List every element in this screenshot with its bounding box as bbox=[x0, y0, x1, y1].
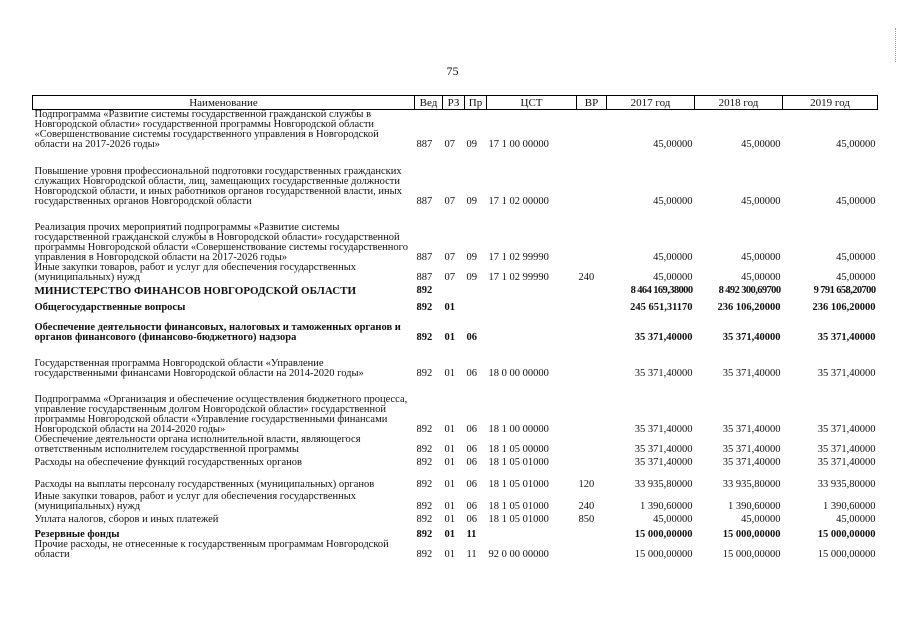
row-cst: 18 1 05 00000 bbox=[488, 444, 549, 455]
scan-edge-mark bbox=[895, 28, 899, 62]
row-2017: 15 000,00000 bbox=[634, 549, 693, 560]
row-2018: 8 492 300,69700 bbox=[718, 285, 781, 296]
row-rz: 01 bbox=[444, 549, 455, 560]
row-pr: 09 bbox=[466, 252, 477, 263]
row-2018: 15 000,00000 bbox=[722, 549, 781, 560]
row-cst: 18 1 05 01000 bbox=[488, 457, 549, 468]
row-rz: 01 bbox=[444, 444, 455, 455]
col-header-cst: ЦСТ bbox=[487, 96, 577, 110]
row-cst bbox=[487, 283, 577, 296]
row-name: Государственная программа Новгородской области «Управление государственными финансами Новгородской области на 2014-2020 годы» bbox=[34, 358, 364, 379]
row-2018: 45,00000 bbox=[741, 272, 781, 283]
row-ved: 892 bbox=[416, 444, 433, 455]
table-row bbox=[33, 512, 878, 525]
row-ved: 892 bbox=[416, 285, 433, 296]
row-name: Расходы на выплаты персоналу государственных (муниципальных) органов bbox=[34, 479, 375, 490]
col-header-vr: ВР bbox=[577, 96, 607, 110]
row-cst: 17 1 00 00000 bbox=[488, 139, 549, 150]
row-ved: 892 bbox=[416, 529, 433, 540]
row-rz: 01 bbox=[444, 424, 455, 435]
row-ved: 892 bbox=[416, 332, 433, 343]
col-header-2019: 2019 год bbox=[783, 96, 878, 110]
row-name: Подпрограмма «Развитие системы государственной гражданской службы в Новгородской области» государственной программы Новгородской области «Совершенствование системы государственного управления в Новгородской области на 2017-2026 годы» bbox=[34, 109, 379, 150]
row-2017: 45,00000 bbox=[653, 196, 693, 207]
table-row bbox=[33, 207, 878, 263]
row-2019: 45,00000 bbox=[836, 514, 876, 525]
row-2017: 245 651,31170 bbox=[630, 302, 693, 313]
row-2018: 1 390,60000 bbox=[728, 501, 781, 512]
table-row bbox=[33, 283, 878, 296]
row-2019: 1 390,60000 bbox=[823, 501, 876, 512]
row-2019: 35 371,40000 bbox=[817, 444, 876, 455]
row-vr bbox=[577, 379, 607, 435]
row-pr: 06 bbox=[466, 368, 477, 379]
row-vr bbox=[577, 283, 607, 296]
row-2018: 35 371,40000 bbox=[722, 444, 781, 455]
row-2018: 236 106,20000 bbox=[717, 302, 781, 313]
row-ved: 892 bbox=[416, 479, 433, 490]
row-rz: 01 bbox=[444, 501, 455, 512]
row-2018: 35 371,40000 bbox=[722, 368, 781, 379]
row-2019: 9 791 658,20700 bbox=[813, 285, 876, 296]
row-2017: 35 371,40000 bbox=[634, 457, 693, 468]
table-row bbox=[33, 540, 878, 560]
row-2018: 15 000,00000 bbox=[722, 529, 781, 540]
row-name: Резервные фонды bbox=[34, 529, 120, 540]
row-2017: 1 390,60000 bbox=[640, 501, 693, 512]
row-2019: 236 106,20000 bbox=[812, 302, 876, 313]
row-rz: 01 bbox=[444, 302, 455, 313]
row-2019: 15 000,00000 bbox=[817, 549, 876, 560]
row-pr: 09 bbox=[466, 196, 477, 207]
row-name: Иные закупки товаров, работ и услуг для обеспечения государственных (муниципальных) нужд bbox=[34, 491, 357, 512]
row-2017: 8 464 169,38000 bbox=[630, 285, 693, 296]
row-rz: 07 bbox=[444, 252, 455, 263]
row-vr bbox=[577, 150, 607, 207]
row-ved: 887 bbox=[416, 252, 433, 263]
row-2018: 33 935,80000 bbox=[722, 479, 781, 490]
row-vr bbox=[577, 313, 607, 343]
row-cst bbox=[487, 525, 577, 540]
row-2017: 45,00000 bbox=[653, 252, 693, 263]
row-rz bbox=[443, 283, 465, 296]
table-row bbox=[33, 525, 878, 540]
col-header-2018: 2018 год bbox=[695, 96, 783, 110]
row-ved: 887 bbox=[416, 139, 433, 150]
row-cst bbox=[487, 296, 577, 313]
row-pr: 11 bbox=[466, 529, 477, 540]
row-name: Обеспечение деятельности органа исполнительной власти, являющегося ответственным исполнителем государственной программы bbox=[34, 434, 361, 455]
row-cst: 18 1 00 00000 bbox=[488, 424, 549, 435]
row-cst: 92 0 00 00000 bbox=[488, 549, 549, 560]
table-row bbox=[33, 110, 878, 151]
table-row bbox=[33, 263, 878, 283]
row-name: Прочие расходы, не отнесенные к государственным программам Новгородской области bbox=[34, 539, 389, 560]
row-2018: 45,00000 bbox=[741, 514, 781, 525]
col-header-ved: Вед bbox=[415, 96, 443, 110]
row-vr bbox=[577, 343, 607, 379]
row-vr bbox=[577, 540, 607, 560]
row-cst: 17 1 02 00000 bbox=[488, 196, 549, 207]
row-vr: 240 bbox=[578, 501, 595, 512]
table-header-row bbox=[33, 96, 878, 110]
row-cst: 17 1 02 99990 bbox=[488, 272, 549, 283]
table-row bbox=[33, 313, 878, 343]
row-name: Общегосударственные вопросы bbox=[34, 302, 186, 313]
row-pr bbox=[465, 283, 487, 296]
row-vr: 240 bbox=[578, 272, 595, 283]
col-header-rz: РЗ bbox=[443, 96, 465, 110]
row-pr: 11 bbox=[466, 549, 477, 560]
row-rz: 07 bbox=[444, 196, 455, 207]
row-rz: 01 bbox=[444, 514, 455, 525]
row-vr bbox=[577, 110, 607, 151]
table-row bbox=[33, 343, 878, 379]
row-name: Расходы на обеспечение функций государственных органов bbox=[34, 457, 302, 468]
col-header-2017: 2017 год bbox=[607, 96, 695, 110]
row-2019: 35 371,40000 bbox=[817, 332, 876, 343]
row-name: Иные закупки товаров, работ и услуг для обеспечения государственных (муниципальных) нужд bbox=[34, 262, 357, 283]
row-name: Уплата налогов, сборов и иных платежей bbox=[34, 514, 219, 525]
row-2019: 45,00000 bbox=[836, 196, 876, 207]
row-2017: 35 371,40000 bbox=[634, 424, 693, 435]
row-2019: 35 371,40000 bbox=[817, 368, 876, 379]
row-2017: 45,00000 bbox=[653, 514, 693, 525]
row-cst: 18 1 05 01000 bbox=[488, 501, 549, 512]
row-cst: 18 1 05 01000 bbox=[488, 514, 549, 525]
row-pr: 09 bbox=[466, 272, 477, 283]
row-2018: 35 371,40000 bbox=[722, 332, 781, 343]
row-ved: 892 bbox=[416, 514, 433, 525]
row-pr: 06 bbox=[466, 514, 477, 525]
row-2019: 45,00000 bbox=[836, 252, 876, 263]
row-name: Обеспечение деятельности финансовых, налоговых и таможенных органов и органов финансового (финансово-бюджетного) надзора bbox=[34, 322, 401, 343]
row-2019: 45,00000 bbox=[836, 139, 876, 150]
row-rz: 07 bbox=[444, 139, 455, 150]
row-name: Подпрограмма «Организация и обеспечение осуществления бюджетного процесса, управление государственным долгом Новгородской области» государственной программы Новгородской области «Управление государственными финансами Новгородской области на 2014-2020 годы» bbox=[34, 394, 408, 435]
row-rz: 01 bbox=[444, 479, 455, 490]
row-2018: 35 371,40000 bbox=[722, 457, 781, 468]
row-pr: 06 bbox=[466, 479, 477, 490]
row-vr bbox=[577, 296, 607, 313]
table-row bbox=[33, 296, 878, 313]
col-header-pr: Пр bbox=[465, 96, 487, 110]
row-vr bbox=[577, 525, 607, 540]
row-2018: 45,00000 bbox=[741, 196, 781, 207]
row-2017: 45,00000 bbox=[653, 139, 693, 150]
row-2018: 45,00000 bbox=[741, 252, 781, 263]
row-ved: 892 bbox=[416, 457, 433, 468]
row-2017: 45,00000 bbox=[653, 272, 693, 283]
row-2017: 35 371,40000 bbox=[634, 444, 693, 455]
row-name: Повышение уровня профессиональной подготовки государственных гражданских служащих Новгородской области, лиц, замещающих государственные должности Новгородской области, и иных работников органов государственной власти, иных государственных органов Новгородской области bbox=[34, 166, 402, 207]
row-pr: 06 bbox=[466, 501, 477, 512]
row-vr: 850 bbox=[578, 514, 595, 525]
row-2018: 35 371,40000 bbox=[722, 424, 781, 435]
row-2019: 15 000,00000 bbox=[817, 529, 876, 540]
row-ved: 892 bbox=[416, 302, 433, 313]
row-ved: 892 bbox=[416, 368, 433, 379]
row-2019: 35 371,40000 bbox=[817, 424, 876, 435]
row-pr: 06 bbox=[466, 444, 477, 455]
row-vr bbox=[577, 435, 607, 455]
row-vr: 120 bbox=[578, 479, 595, 490]
page-number: 75 bbox=[446, 64, 459, 78]
row-vr bbox=[577, 207, 607, 263]
row-rz: 07 bbox=[444, 272, 455, 283]
row-pr: 09 bbox=[466, 139, 477, 150]
row-name: МИНИСТЕРСТВО ФИНАНСОВ НОВГОРОДСКОЙ ОБЛАСТИ bbox=[34, 285, 357, 297]
col-header-name: Наименование bbox=[33, 96, 415, 110]
row-rz: 01 bbox=[444, 529, 455, 540]
row-ved: 887 bbox=[416, 272, 433, 283]
row-2019: 45,00000 bbox=[836, 272, 876, 283]
row-ved: 887 bbox=[416, 196, 433, 207]
row-cst: 18 1 05 01000 bbox=[488, 479, 549, 490]
row-rz: 01 bbox=[444, 332, 455, 343]
row-2017: 35 371,40000 bbox=[634, 368, 693, 379]
budget-table bbox=[32, 95, 878, 560]
table-row bbox=[33, 150, 878, 207]
row-ved: 892 bbox=[416, 501, 433, 512]
row-cst: 17 1 02 99990 bbox=[488, 252, 549, 263]
row-pr: 06 bbox=[466, 424, 477, 435]
row-2017: 35 371,40000 bbox=[634, 332, 693, 343]
row-2018: 45,00000 bbox=[741, 139, 781, 150]
table-row bbox=[33, 468, 878, 490]
row-cst: 18 0 00 00000 bbox=[488, 368, 549, 379]
table-row bbox=[33, 490, 878, 512]
table-row bbox=[33, 379, 878, 435]
row-rz: 01 bbox=[444, 368, 455, 379]
row-2019: 35 371,40000 bbox=[817, 457, 876, 468]
row-pr: 06 bbox=[466, 457, 477, 468]
row-pr bbox=[465, 296, 487, 313]
row-cst bbox=[487, 313, 577, 343]
row-ved: 892 bbox=[416, 424, 433, 435]
row-name: Реализация прочих мероприятий подпрограммы «Развитие системы государственной гражданской службы в Новгородской области» государственной программы Новгородской области «Совершенствование системы государственного управления в Новгородской области на 2017-2026 годы» bbox=[34, 222, 408, 263]
row-pr: 06 bbox=[466, 332, 477, 343]
row-2019: 33 935,80000 bbox=[817, 479, 876, 490]
row-2017: 15 000,00000 bbox=[634, 529, 693, 540]
table-row bbox=[33, 455, 878, 468]
row-2017: 33 935,80000 bbox=[634, 479, 693, 490]
row-vr bbox=[577, 455, 607, 468]
row-rz: 01 bbox=[444, 457, 455, 468]
table-row bbox=[33, 435, 878, 455]
row-ved: 892 bbox=[416, 549, 433, 560]
